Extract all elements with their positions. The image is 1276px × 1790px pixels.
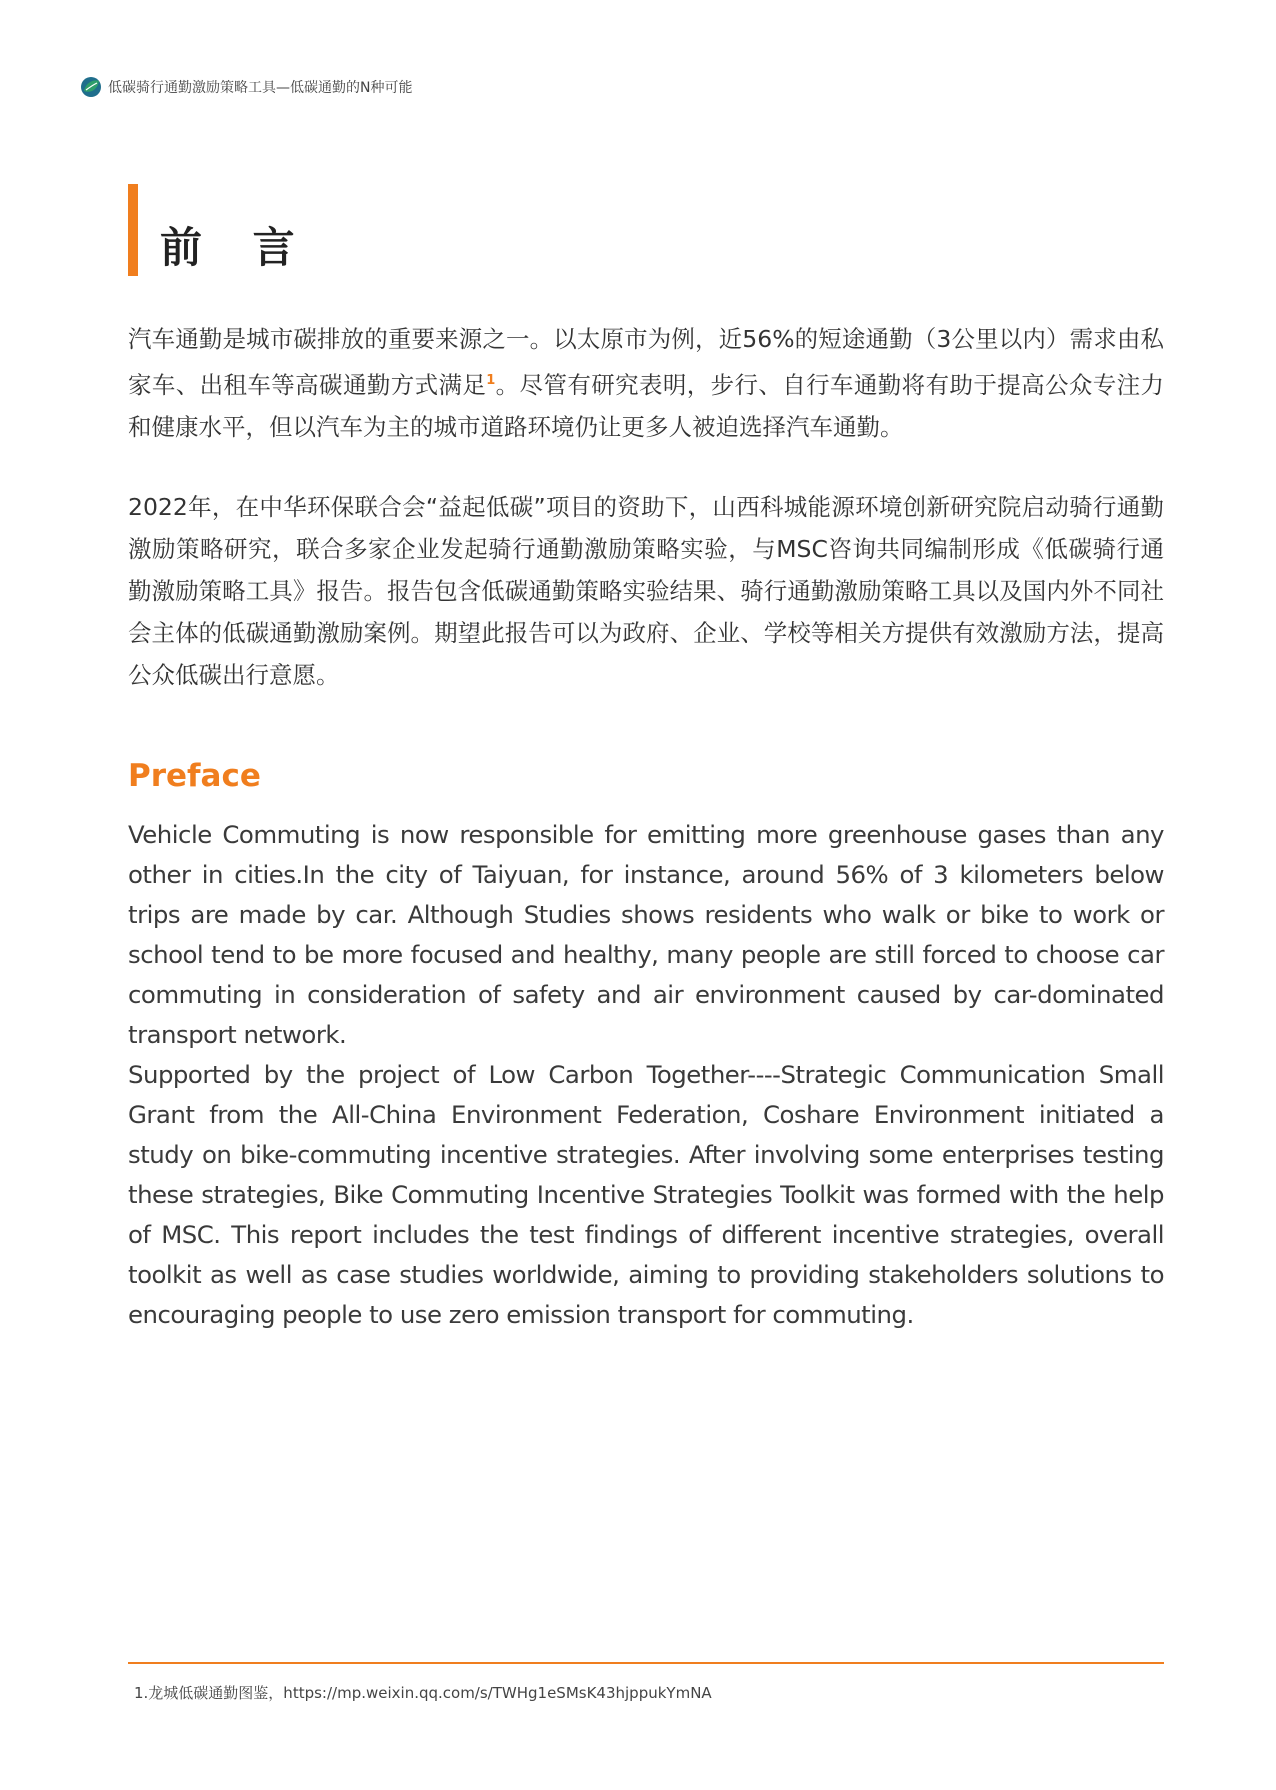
section-title-block	[128, 184, 313, 276]
zh-paragraph-1	[128, 318, 1164, 448]
page-title: 前 言	[160, 223, 313, 272]
footnote-marker: 1	[486, 373, 496, 388]
zh-paragraph-1-text-b: 。尽管有研究表明，步行、自行车通勤将有助于提高公众专注力和健康水平，但以汽车为主的城市道路环境仍让更多人被迫选择汽车通勤。	[128, 370, 1165, 441]
zh-paragraph-1-text-a: 汽车通勤是城市碳排放的重要来源之一。以太原市为例，近56%的短途通勤（3公里以内）需求由私家车、出租车等高碳通勤方式满足	[128, 325, 1164, 399]
footnote-divider	[128, 1662, 1164, 1664]
en-paragraph-2: Supported by the project of Low Carbon Together----Strategic Communication Small Grant from the All-China Environment Federation, Coshare Environment initiated a study on bike-commuting incentive strategies. After involving some enterprises testing these strategies, Bike Commuting Incentive Strategies Toolkit was formed with the help of MSC. This report includes the test findings of different incentive strategies, overall toolkit as well as case studies worldwide, aiming to providing stakeholders solutions to encouraging people to use zero emission transport for commuting.	[128, 1060, 1164, 1329]
preface-heading: Preface	[128, 758, 261, 794]
running-header	[80, 76, 412, 98]
title-accent-bar	[128, 184, 138, 276]
leaf-logo-icon	[80, 76, 102, 98]
footnote: 1.龙城低碳通勤图鉴，https://mp.weixin.qq.com/s/TWHg1eSMsK43hjppukYmNA	[134, 1684, 712, 1702]
en-paragraph-1: Vehicle Commuting is now responsible for emitting more greenhouse gases than any other in cities.In the city of Taiyuan, for instance, around 56% of 3 kilometers below trips are made by car. Although Studies shows residents who walk or bike to work or school tend to be more focused and healthy, many people are still forced to choose car commuting in consideration of safety and air environment caused by car-dominated transport network.	[128, 820, 1164, 1049]
zh-paragraph-2: 2022年，在中华环保联合会“益起低碳”项目的资助下，山西科城能源环境创新研究院启动骑行通勤激励策略研究，联合多家企业发起骑行通勤激励策略实验，与MSC咨询共同编制形成《低碳骑行通勤激励策略工具》报告。报告包含低碳通勤策略实验结果、骑行通勤激励策略工具以及国内外不同社会主体的低碳通勤激励案例。期望此报告可以为政府、企业、学校等相关方提供有效激励方法，提高公众低碳出行意愿。	[128, 493, 1164, 689]
running-title: 低碳骑行通勤激励策略工具—低碳通勤的N种可能	[108, 80, 413, 96]
